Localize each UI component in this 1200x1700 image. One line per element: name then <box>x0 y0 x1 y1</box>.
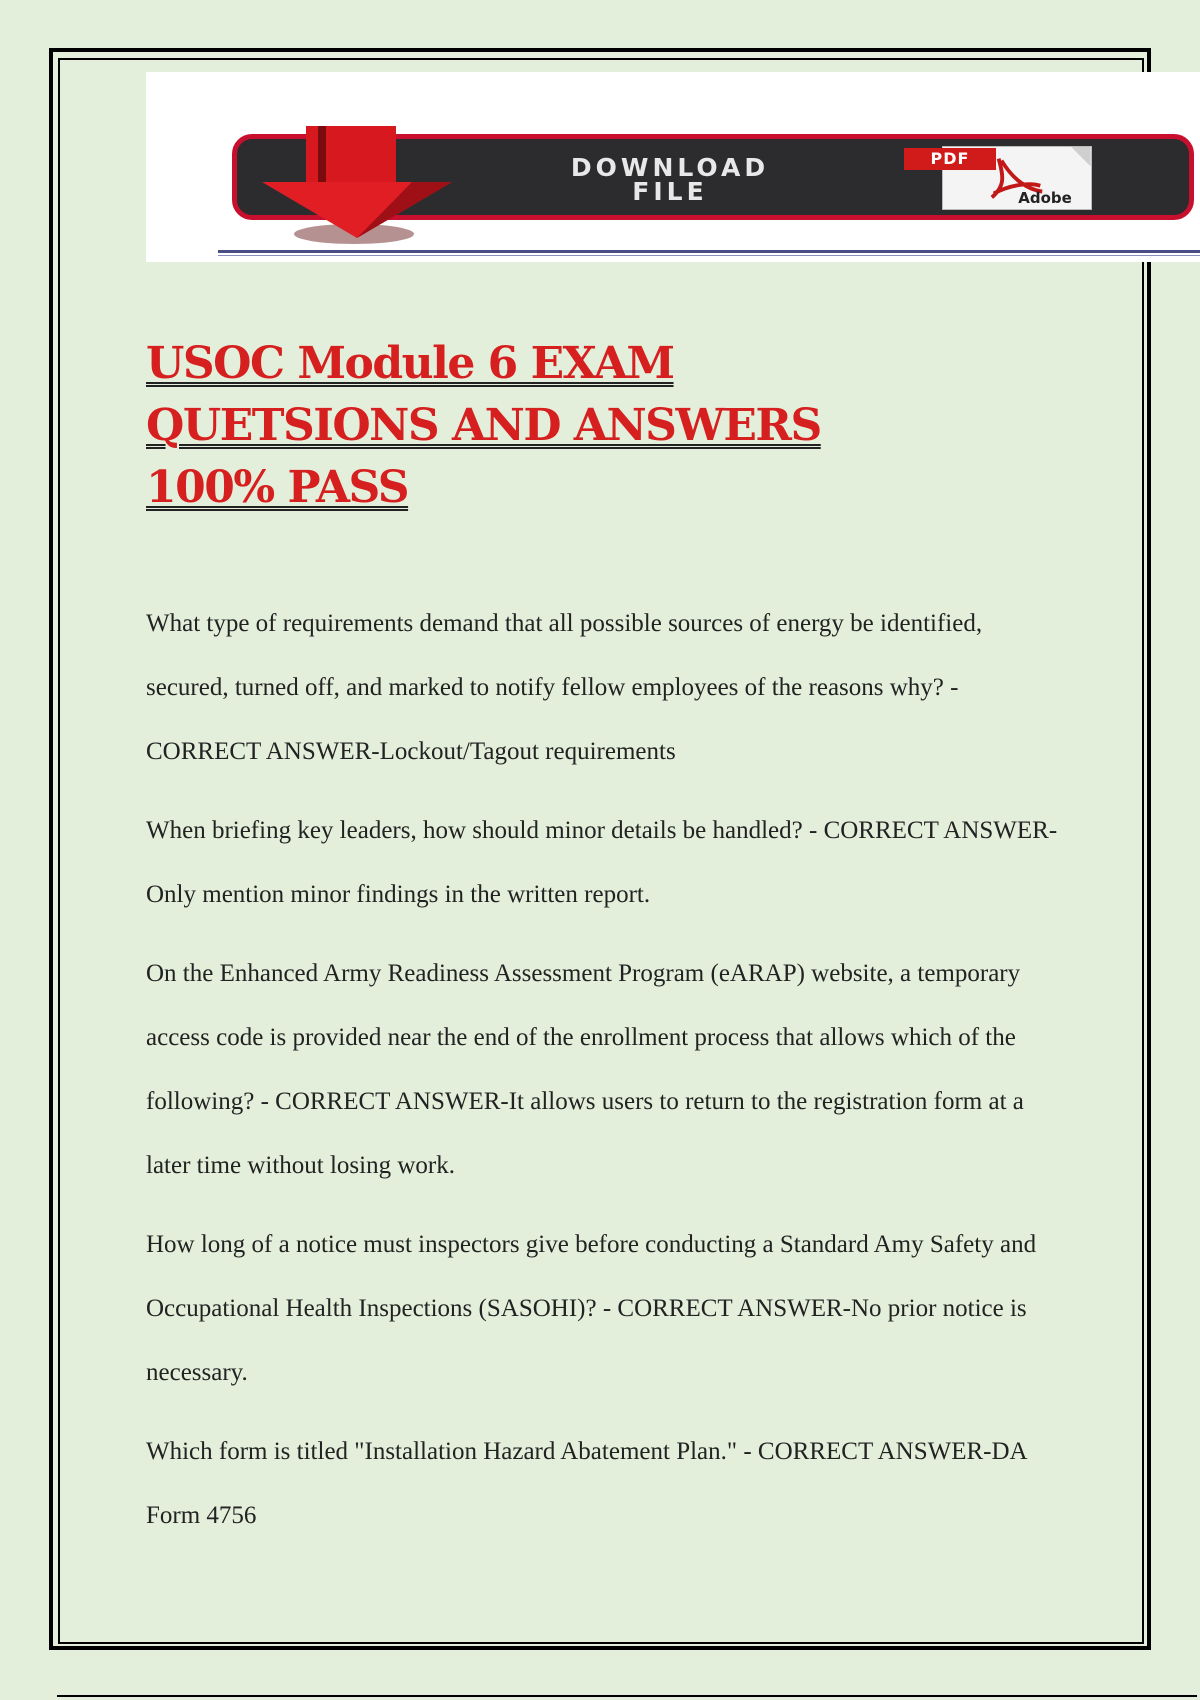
down-arrow-icon <box>262 126 452 246</box>
pdf-label: PDF <box>904 148 996 170</box>
adobe-label: Adobe <box>1018 189 1072 207</box>
qa-item: What type of requirements demand that all possible sources of energy be identified, secured, turned off, and marked to notify fellow employees of the reasons why? - CORRECT ANSWER-Lockout/Tagout requirements <box>146 610 983 765</box>
title-line-2: QUETSIONS AND ANSWERS <box>146 400 821 451</box>
qa-item: How long of a notice must inspectors give before conducting a Standard Amy Safety and Occupational Health Inspections (SASOHI)? - CORRECT ANSWER-No prior notice is necessary. <box>146 1231 1037 1386</box>
title-line-3: 100% PASS <box>146 462 409 513</box>
document-title <box>146 333 1066 519</box>
banner-divider-thin <box>218 255 1200 256</box>
banner-divider <box>218 250 1200 253</box>
title-line-1: USOC Module 6 EXAM <box>146 338 674 389</box>
download-file-label[interactable]: DOWNLOAD FILE <box>570 153 770 206</box>
footer-rule <box>57 1695 1197 1697</box>
question-answer-list <box>146 592 1066 1563</box>
qa-item: Which form is titled "Installation Hazard Abatement Plan." - CORRECT ANSWER-DA Form 4756 <box>146 1438 1027 1529</box>
qa-item: When briefing key leaders, how should minor details be handled? - CORRECT ANSWER-Only mention minor findings in the written report. <box>146 817 1058 908</box>
qa-item: On the Enhanced Army Readiness Assessment Program (eARAP) website, a temporary access code is provided near the end of the enrollment process that allows which of the following? - CORRECT ANSWER-It allows users to return to the registration form at a later time without losing work. <box>146 960 1024 1179</box>
